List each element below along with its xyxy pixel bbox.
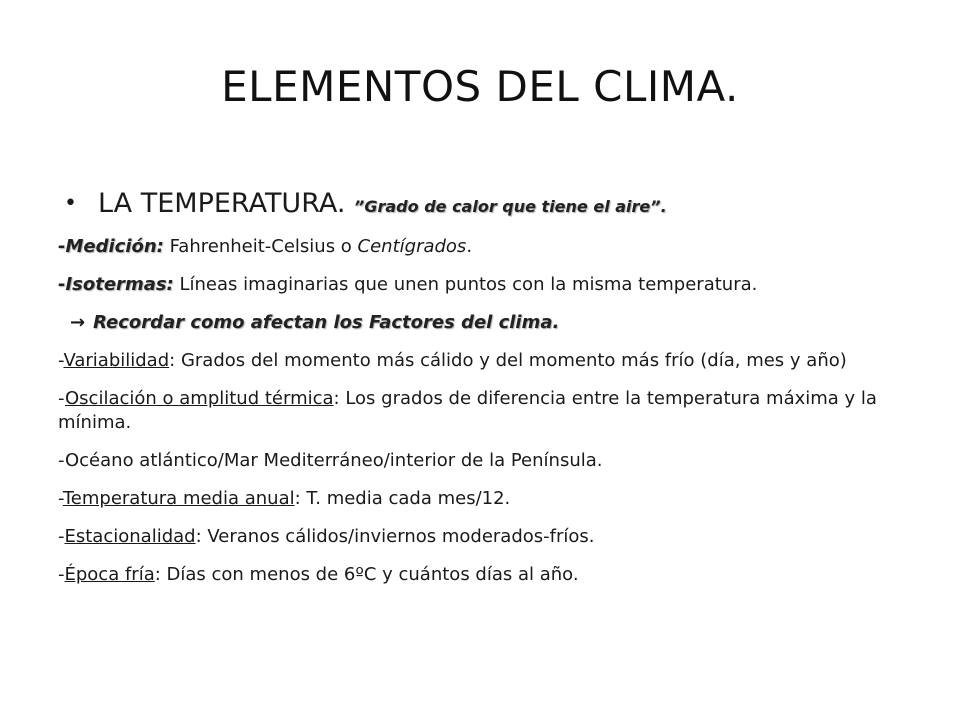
recordar-text: Recordar como afectan los Factores del clima. [93, 312, 560, 333]
line-oscilacion [58, 387, 908, 435]
isotermas-label: -Isotermas: [58, 274, 174, 295]
temp-media-label: Temperatura media anual [62, 488, 295, 509]
line-variabilidad [58, 349, 908, 373]
estacionalidad-dash: - [58, 526, 65, 547]
slide-title: ELEMENTOS DEL CLIMA. [221, 62, 739, 111]
medicion-text-c: . [466, 236, 473, 257]
estacionalidad-label: Estacionalidad [64, 526, 196, 547]
temp-media-text: : T. media cada mes/12. [294, 488, 511, 509]
line-temperatura-media [58, 487, 908, 511]
slide-body [58, 186, 908, 601]
line-estacionalidad [58, 525, 908, 549]
variabilidad-text: : Grados del momento más cálido y del momento más frío (día, mes y año) [169, 350, 847, 371]
medicion-text-a: Fahrenheit-Celsius o [163, 236, 358, 257]
epoca-text: : Días con menos de 6ºC y cuántos días al año. [154, 564, 579, 585]
oscilacion-text: : Los grados de diferencia entre la temperatura máxima y la mínima. [58, 388, 877, 433]
medicion-label: -Medición: [58, 236, 164, 257]
oscilacion-dash: - [58, 388, 65, 409]
bullet-quote: ”Grado de calor que tiene el aire”. [354, 197, 667, 216]
bullet-temperatura [64, 186, 908, 225]
line-recordar [70, 311, 908, 335]
oceano-text: -Océano atlántico/Mar Mediterráneo/interior de la Península. [58, 450, 603, 471]
bullet-dot-icon: • [64, 191, 77, 216]
isotermas-text: Líneas imaginarias que unen puntos con la misma temperatura. [173, 274, 758, 295]
medicion-text-b: Centígrados [357, 236, 467, 257]
variabilidad-dash: - [58, 350, 64, 371]
line-oceano [58, 449, 908, 473]
arrow-right-icon: → [70, 312, 86, 333]
oscilacion-label: Oscilación o amplitud térmica [65, 388, 334, 409]
epoca-label: Época fría [64, 564, 155, 585]
bullet-main-text: LA TEMPERATURA. [98, 188, 346, 219]
line-isotermas [58, 273, 908, 297]
line-medicion [58, 235, 908, 259]
epoca-dash: - [58, 564, 65, 585]
variabilidad-label: Variabilidad [63, 350, 170, 371]
temp-media-dash: - [58, 488, 63, 509]
line-epoca-fria [58, 563, 908, 587]
estacionalidad-text: : Veranos cálidos/inviernos moderados-fríos. [195, 526, 595, 547]
